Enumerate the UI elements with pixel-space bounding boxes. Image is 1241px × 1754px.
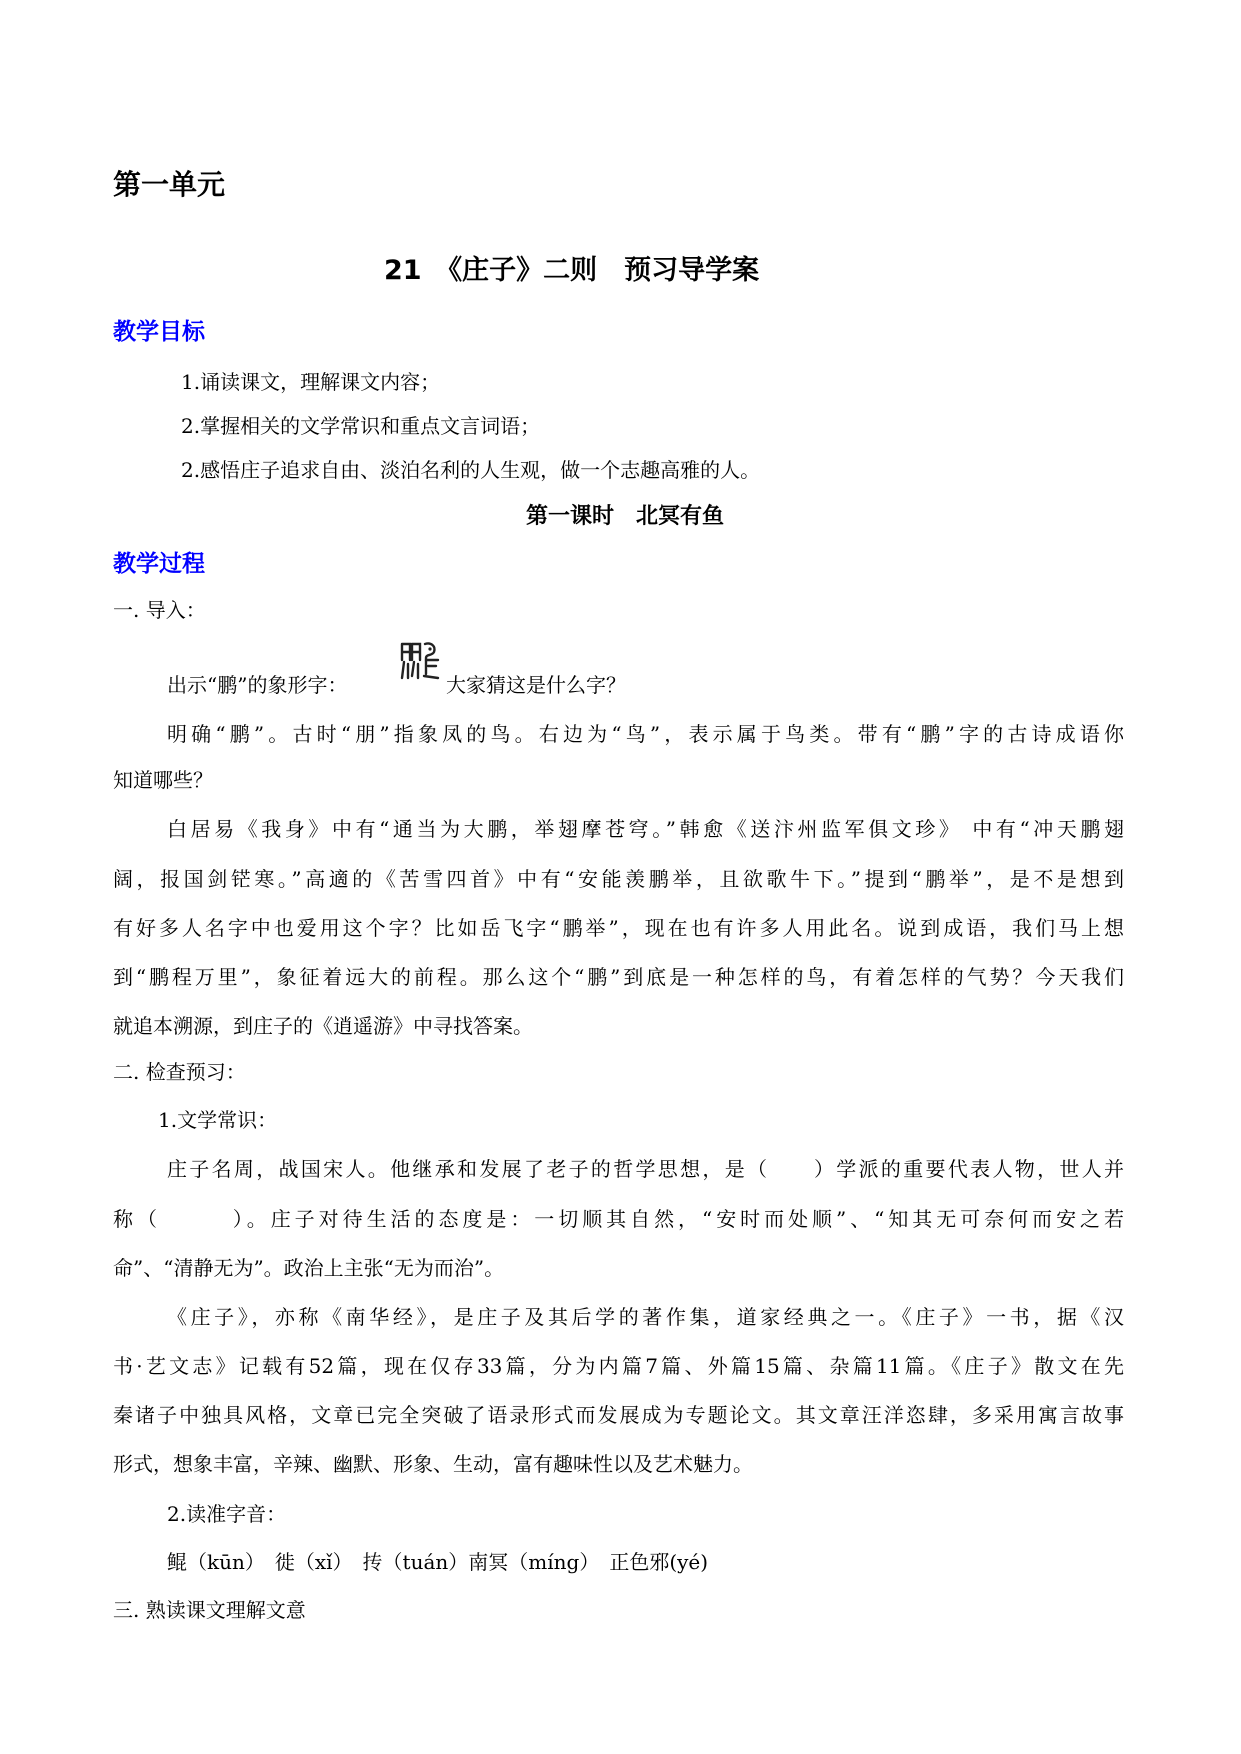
goal-item-1: 1.诵读课文，理解课文内容； [181, 370, 441, 394]
section-1-heading: 一. 导入： [113, 598, 206, 622]
goal-item-3: 2.感悟庄子追求自由、淡泊名利的人生观，做一个志趣高雅的人。 [181, 458, 761, 482]
lit-p2-line-3: 秦诸子中独具风格，文章已完全突破了语录形式而发展成为专题论文。其文章汪洋恣肆，多采用寓言故事 [113, 1403, 1124, 1427]
class-title: 第一课时 北冥有鱼 [526, 504, 725, 529]
intro-p3-line-5: 就追本溯源，到庄子的《逍遥游》中寻找答案。 [113, 1014, 533, 1038]
intro-p2-line-2: 知道哪些？ [113, 768, 213, 792]
unit-title: 第一单元 [113, 168, 226, 201]
lit-p1-line-2: 称（ ）。庄子对待生活的态度是：一切顺其自然，“安时而处顺”、“知其无可奈何而安之若 [113, 1207, 1124, 1231]
intro-p3-line-3: 有好多人名字中也爱用这个字？比如岳飞字“鹏举”，现在也有许多人用此名。说到成语，我们马上想 [113, 916, 1124, 940]
section-3-heading: 三. 熟读课文理解文意 [113, 1598, 306, 1622]
show-line-end: 大家猜这是什么字？ [446, 673, 626, 697]
intro-p2-line-1: 明确“鹏”。古时“朋”指象凤的鸟。右边为“鸟”，表示属于鸟类。带有“鹏”字的古诗成语你 [167, 722, 1124, 746]
lit-p1-line-1: 庄子名周，战国宋人。他继承和发展了老子的哲学思想，是（ ）学派的重要代表人物，世人并 [167, 1157, 1124, 1181]
lit-p2-line-4: 形式，想象丰富，辛辣、幽默、形象、生动，富有趣味性以及艺术魅力。 [113, 1452, 753, 1476]
section-2-heading: 二. 检查预习： [113, 1060, 246, 1084]
pronunciation-list: 鲲（kūn） 徙（xǐ） 抟（tuán）南冥（míng） 正色邪(yé) [167, 1550, 709, 1574]
lit-p2-line-1: 《庄子》，亦称《南华经》，是庄子及其后学的著作集，道家经典之一。《庄子》一书，据《汉 [167, 1305, 1124, 1329]
intro-p3-line-4: 到“鹏程万里”，象征着远大的前程。那么这个“鹏”到底是一种怎样的鸟，有着怎样的气势？今天我们 [113, 965, 1124, 989]
lit-p1-line-3: 命”、“清静无为”。政治上主张“无为而治”。 [113, 1256, 505, 1280]
section-2-sub-1: 1.文学常识： [158, 1108, 278, 1132]
lit-p2-line-2: 书·艺文志》记载有52篇，现在仅存33篇，分为内篇7篇、外篇15篇、杂篇11篇。《庄子》散文在先 [113, 1354, 1124, 1378]
section-2-sub-2: 2.读准字音： [167, 1502, 287, 1526]
intro-p3-line-1: 白居易《我身》中有“通当为大鹏，举翅摩苍穹。”韩愈《送汴州监军俱文珍》 中有“冲天鹏翅 [167, 817, 1124, 841]
show-line-start: 出示“鹏”的象形字： [167, 673, 348, 697]
goal-item-2: 2.掌握相关的文学常识和重点文言词语； [181, 414, 541, 438]
intro-p3-line-2: 阔，报国剑铓寒。”高適的《苦雪四首》中有“安能羡鹏举，且欲歌牛下。”提到“鹏举”，是不是想到 [113, 867, 1124, 891]
pictograph-peng-icon [398, 640, 440, 682]
process-heading: 教学过程 [113, 551, 205, 577]
lesson-title: 21 《庄子》二则 预习导学案 [384, 255, 760, 286]
goals-heading: 教学目标 [113, 319, 205, 345]
